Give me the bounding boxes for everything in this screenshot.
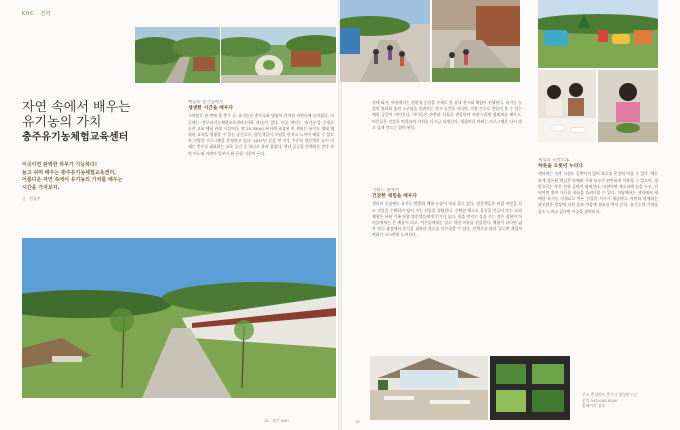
photo-garden-visitors <box>432 0 520 82</box>
photo-walkway <box>22 238 336 398</box>
section-kicker: 배움의 즐거움에서 <box>188 100 224 105</box>
section-heading: 건강한 체험을 배우다 <box>372 194 418 200</box>
body-column-4 <box>538 158 658 354</box>
body-column-1 <box>188 100 334 228</box>
body-text: 등에 와서, 여유에서는 친환경 농업을 주제로 한 실내 전시와 체험이 진행된다. 유기농 농업의 원리와 흙의 소중함을 알려주는 전시 공간을 지나면, 직접 손으로 만들어 볼 수 있는 체험 공간이 이어진다. 아이들은 곤충과 식물을 관찰하며 자연스럽게 생태계를 배우고, 어른들은 건강한 먹거리의 가치를 다시금 되새긴다. 계절마다 바뀌는 프로그램은 다시 찾고 싶게 만드는 힘이 된다. <box>372 100 522 130</box>
body-text: 그야말로 한 번에 볼 충주 곳, 유기농은 충주호와 맞닿아 한적한 자연속에 들어섰다. 이곳에는 '충주유기농체험교육센터'(이하 센터)가 있다. 이곳 센터는 '유기농'을 주제로 농촌 교육·체험 관광 시설이다. 약 25,350㎡ 부지에 조성된 이 센터는 유기농 생태 체험과 교육을 병행할 수 있는 공간으로, 방문객들이 자연을 만지고 느끼며 배울 수 있도록 다양한 프로그램을 운영하고 있다. 2017년 문을 연 이후 꾸준히 방문객이 늘어 이제는 충주를 대표하는 교육 공간 중 하나로 자리 잡았다. 센터 곳곳을 산책하듯 걷다 보면 어느새 자연의 일부가 된 듯한 기분이 든다. <box>188 113 334 156</box>
section-heading: 하룻을 오롯이 누리다 <box>538 164 584 170</box>
folio-left: 34 월간 KHC <box>264 418 290 423</box>
article-subtitle: 충주유기농체험교육센터 <box>22 132 129 143</box>
section-kicker: 체험과 숙박으로 <box>538 158 570 163</box>
title-line2: 유기농의 가치 <box>22 115 102 130</box>
body-text: 센터에는 숙박 시설도 갖추어져 있어 하루를 온전히 머물 수 있다. 깨끗하게 정돈된 객실은 단체와 가족 모두가 편안하게 이용할 수 있으며, 창밖으로는 푸른 산과 들판이 펼쳐진다. 아침이면 새소리에 눈을 뜨고, 저녁이면 별이 가득한 하늘을 올려다볼 수 있다. 식당에서는 센터에서 재배한 유기농 식재료로 만든 건강한 식사가 제공된다. 자연과 함께하는 하룻밤은 일상에 지친 몸과 마음에 쉼표를 찍어 준다. 유기농의 가치를 몸소 느끼고 싶다면 이곳을 찾아보자. <box>538 171 658 214</box>
author-credit: 글 · 편집부 <box>22 196 41 201</box>
info-caption: 주소 충청북도 충주시 앙성면 ○○ 문의 043-000-0000 홈페이지 참조 <box>582 392 638 408</box>
section-kicker: 키워드 셋에서 <box>372 188 399 193</box>
body-text: 센터의 중심에는 유기농 텃밭과 체험 농장이 자리 잡고 있다. 방문객들은 직접 씨앗을 심고 작물을 수확하며 땅이 주는 선물을 경험한다. 수확한 채소로 음식을 만들어 보는 요리 체험은 특히 가족 단위 방문객들에게 인기가 높다. 흙을 만지고 물을 주는 작은 경험이 아이들에게는 큰 배움이 되고, 어른들에게는 잊고 지낸 여유를 선물한다. 체험이 끝나면 넓은 잔디 광장에서 휴식을 취하며 하루를 마무리할 수 있다. 산책로를 따라 걸으면 계절의 변화가 고스란히 느껴진다. <box>372 201 522 238</box>
photo-visitors-crowd <box>340 0 430 82</box>
photo-children-table <box>538 70 596 142</box>
body-column-2 <box>372 100 522 182</box>
photo-dining-hall <box>370 356 488 420</box>
lead-paragraph: 이곳이면 완벽한 하루가 가능하다! 놀고 쉬며 배우는 충주유기농체험교육센터, 아름다운 자연 속에서 유기농의 가치를 배우는 시간을 가져보자. <box>22 162 123 191</box>
article-title <box>22 100 142 144</box>
body-column-3 <box>372 188 522 350</box>
section-heading: 생생한 시간을 배우다 <box>188 106 234 112</box>
photo-playground <box>538 0 658 68</box>
folio-right: 35 <box>355 419 360 424</box>
photo-produce-display <box>490 356 570 420</box>
photo-organic-sculpture <box>221 27 336 83</box>
photo-building-entrance <box>135 27 220 83</box>
photo-child-planting <box>598 70 658 142</box>
section-tag: KHC · 견학 <box>22 11 51 17</box>
title-line1: 자연 속에서 배우는 <box>22 100 131 115</box>
